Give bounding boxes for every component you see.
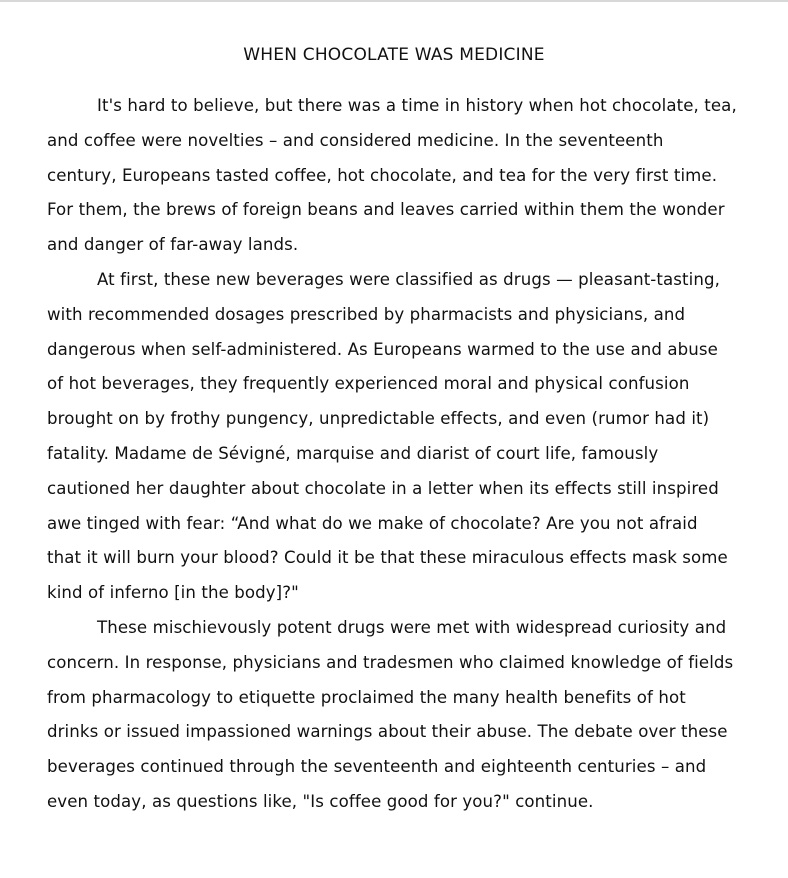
text-line: from pharmacology to etiquette proclaimed the many health benefits of hot <box>47 687 686 707</box>
text-line: awe tinged with fear: “And what do we make of chocolate? Are you not afraid <box>47 513 698 533</box>
text-line: beverages continued through the seventeenth and eighteenth centuries – and <box>47 757 707 777</box>
text-line: At first, these new beverages were classified as drugs — pleasant-tasting, <box>97 269 720 289</box>
text-line: and coffee were novelties – and considered medicine. In the seventeenth <box>47 130 664 150</box>
text-line: even today, as questions like, "Is coffee good for you?" continue. <box>47 791 594 811</box>
text-line: and danger of far-away lands. <box>47 235 299 255</box>
text-line: dangerous when self-administered. As Europeans warmed to the use and abuse <box>47 339 718 359</box>
paragraph <box>47 263 767 611</box>
text-line: that it will burn your blood? Could it be that these miraculous effects mask some <box>47 548 728 568</box>
text-line: cautioned her daughter about chocolate in a letter when its effects still inspired <box>47 478 719 498</box>
text-line: drinks or issued impassioned warnings about their abuse. The debate over these <box>47 722 728 742</box>
text-line: brought on by frothy pungency, unpredictable effects, and even (rumor had it) <box>47 409 710 429</box>
text-line: For them, the brews of foreign beans and leaves carried within them the wonder <box>47 200 725 220</box>
page-top-edge <box>0 0 788 2</box>
text-line: kind of inferno [in the body]?" <box>47 583 299 603</box>
paragraph <box>47 611 767 820</box>
text-line: concern. In response, physicians and tradesmen who claimed knowledge of fields <box>47 652 734 672</box>
document-body <box>47 89 767 820</box>
paragraph <box>47 89 767 263</box>
text-line: fatality. Madame de Sévigné, marquise and diarist of court life, famously <box>47 443 659 463</box>
text-line: These mischievously potent drugs were met with widespread curiosity and <box>97 617 727 637</box>
text-line: century, Europeans tasted coffee, hot chocolate, and tea for the very first time. <box>47 165 718 185</box>
text-line: of hot beverages, they frequently experienced moral and physical confusion <box>47 374 690 394</box>
document-title: WHEN CHOCOLATE WAS MEDICINE <box>243 45 545 65</box>
text-line: It's hard to believe, but there was a time in history when hot chocolate, tea, <box>97 96 737 115</box>
text-line: with recommended dosages prescribed by pharmacists and physicians, and <box>47 304 686 324</box>
